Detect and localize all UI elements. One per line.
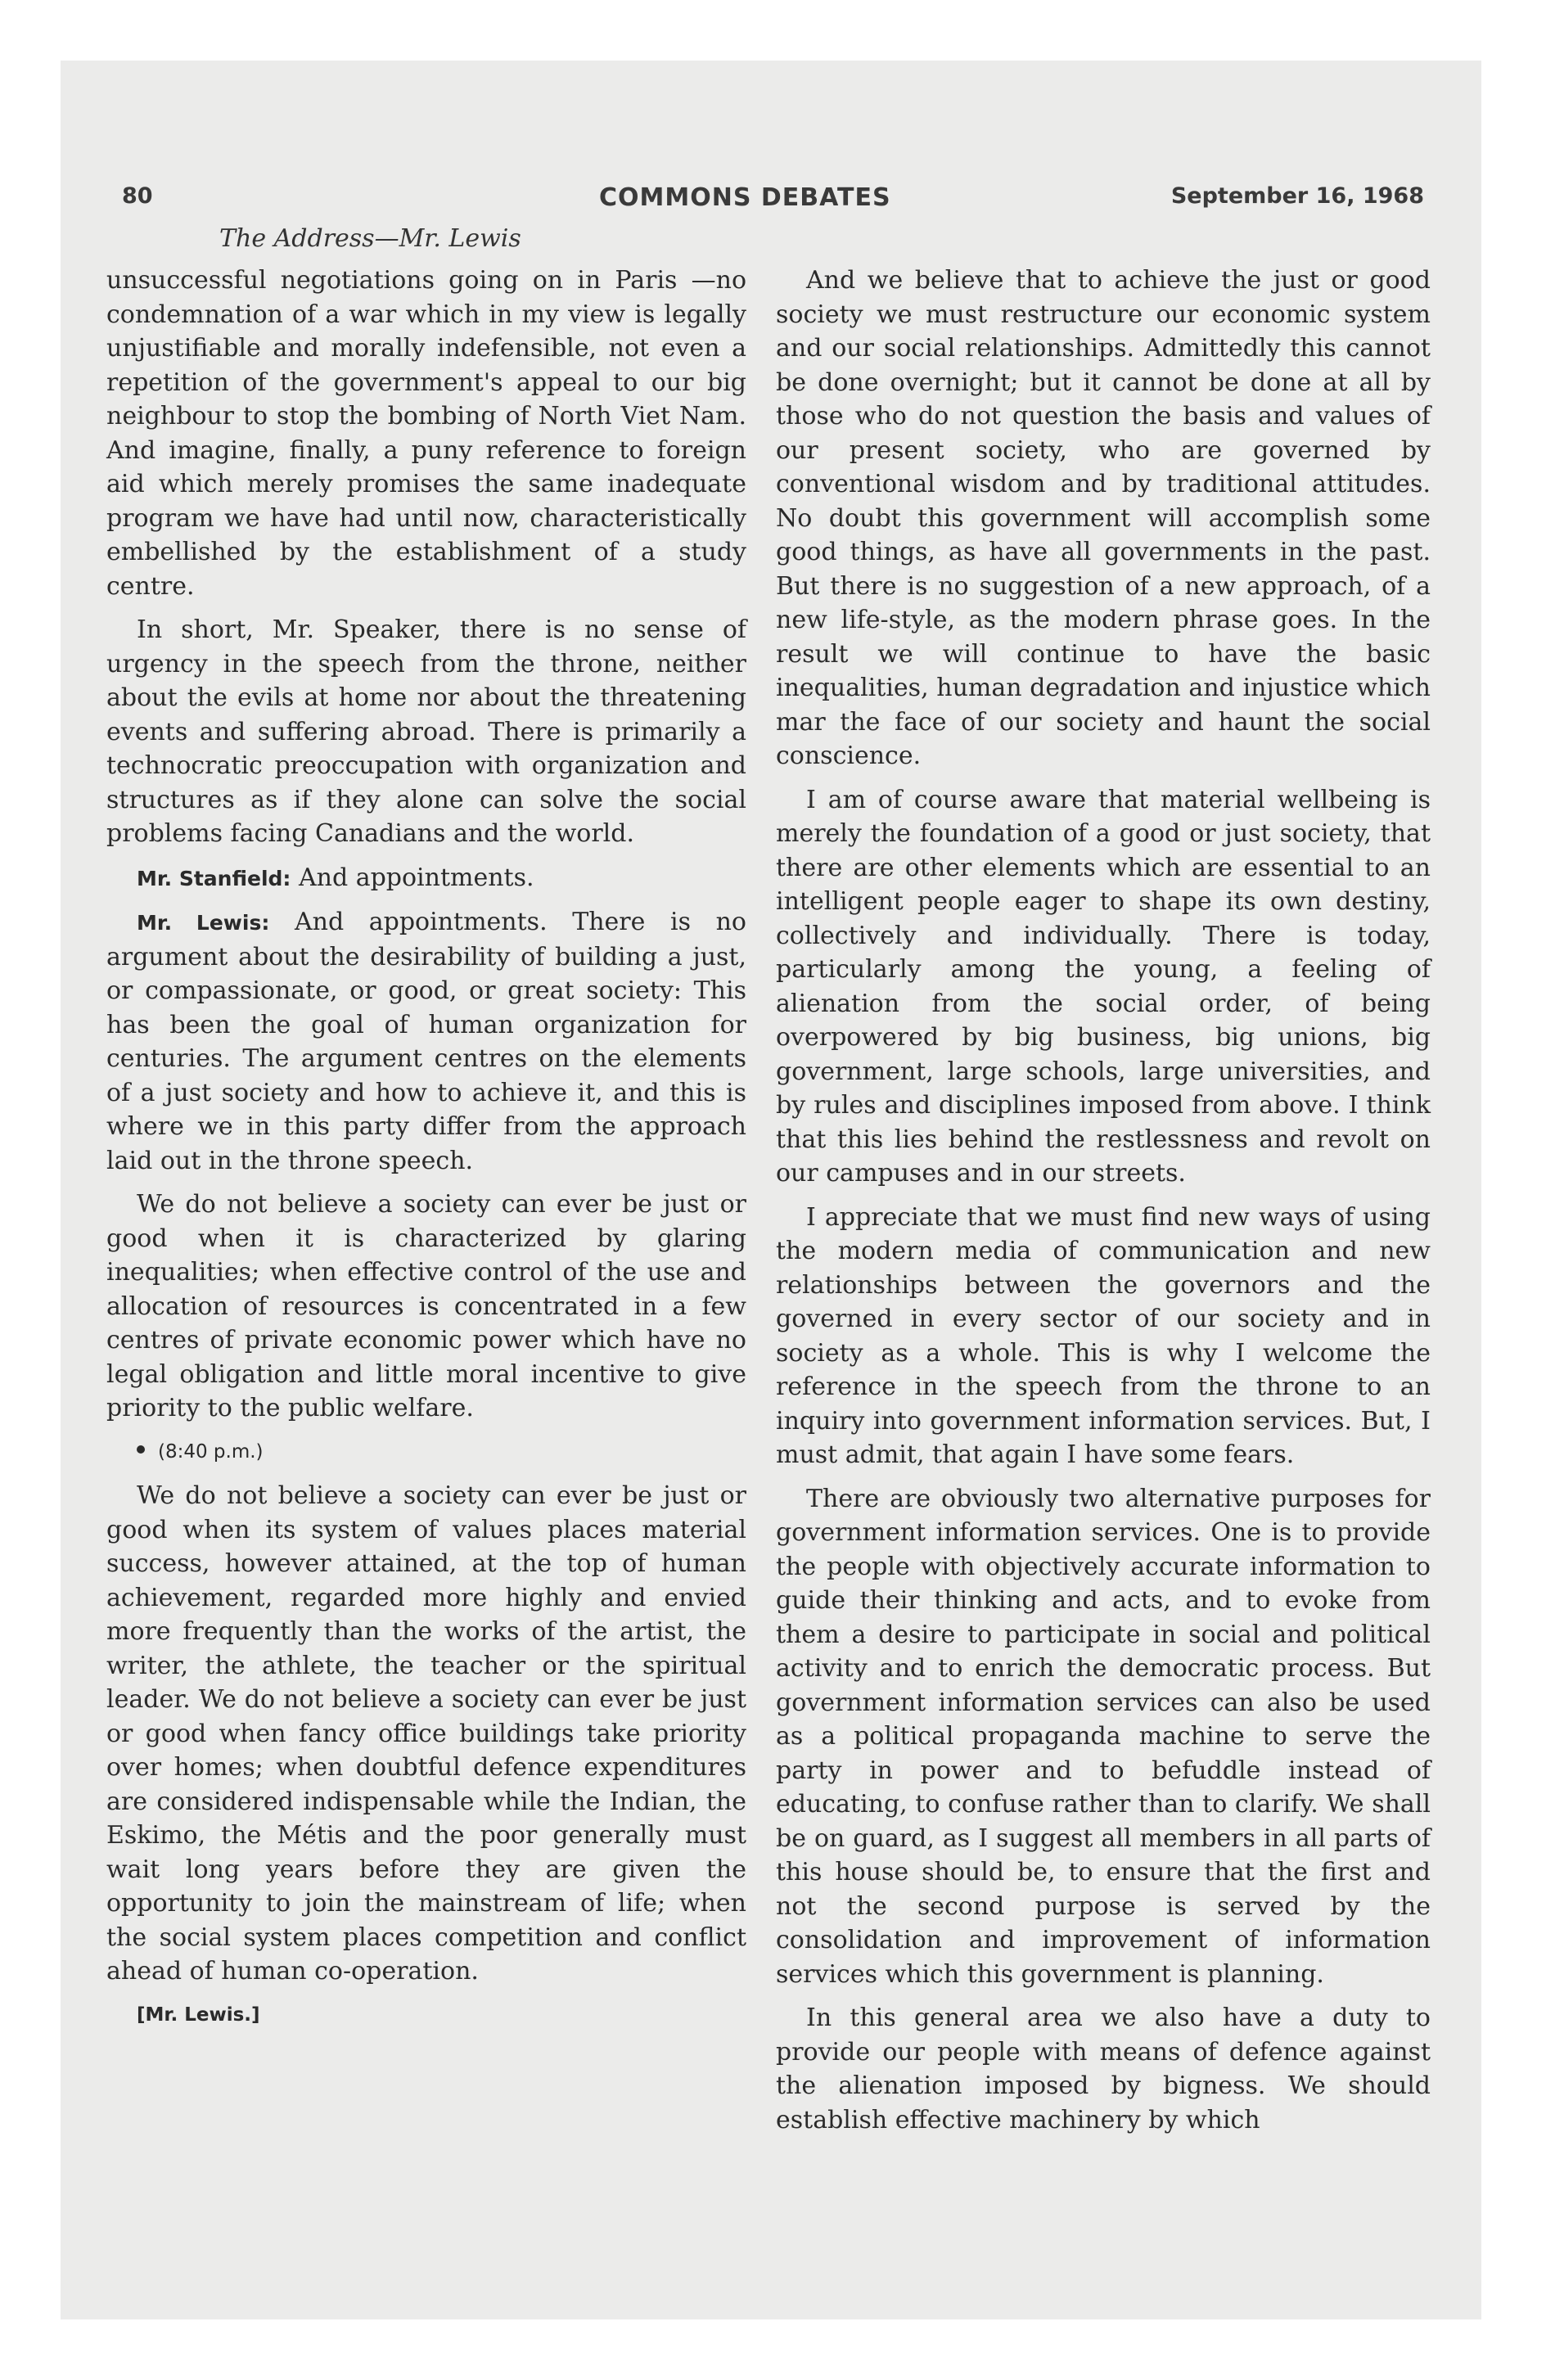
time-stamp-text: (8:40 p.m.): [158, 1440, 264, 1463]
page-number: 80: [122, 183, 153, 209]
right-column: [776, 264, 1431, 2147]
paragraph: We do not believe a society can ever be just or good when it is characterized by glaring inequalities; when effective control of the use and allocation of resources is concentrated in a few centres of private economic power which have no legal obligation and little moral incentive to give priority to the public welfare.: [106, 1190, 746, 1422]
speaker-text: And appointments.: [298, 863, 534, 892]
paragraph: I appreciate that we must find new ways of using the modern media of communication and new relationships between the governors and the governed in every sector of our society and in society as a whole. This is why I welcome the reference in the speech from the throne to an inquiry into government information services. But, I must admit, that again I have some fears.: [776, 1202, 1431, 1469]
time-stamp: [106, 1436, 746, 1470]
speaker-name: Mr. Stanfield:: [137, 866, 291, 890]
speaker-lewis: [106, 905, 746, 1178]
paragraph: And we believe that to achieve the just or good society we must restructure our economic system and our social relationships. Admittedly this cannot be done overnight; but it cannot be done at all by those who do not question the basis and values of our present society, who are governed by conventional wisdom and by traditional attitudes. No doubt this government will accomplish some good things, as have all governments in the past. But there is no suggestion of a new approach, of a new life-style, as the modern phrase goes. In the result we will continue to have the basic inequalities, human degradation and injustice which mar the face of our society and haunt the social conscience.: [776, 266, 1431, 770]
paragraph: We do not believe a society can ever be just or good when its system of values places material success, however attained, at the top of human achievement, regarded more highly and envied more frequently than the works of the artist, the writer, the athlete, the teacher or the spiritual leader. We do not believe a society can ever be just or good when fancy office buildings take priority over homes; when doubtful defence expenditures are considered indispensable while the Indian, the Eskimo, the Métis and the poor generally must wait long years before they are given the opportunity to join the mainstream of life; when the social system places competition and conflict ahead of human co-operation.: [106, 1481, 746, 1986]
paragraph: I am of course aware that material wellbeing is merely the foundation of a good or just society, that there are other elements which are essential to an intelligent people eager to shape its own destiny, collectively and individually. There is today, particularly among the young, a feeling of alienation from the social order, of being overpowered by big business, big unions, big government, large schools, large universities, and by rules and disciplines imposed from above. I think that this lies behind the restlessness and revolt on our campuses and in our streets.: [776, 785, 1431, 1188]
left-column: [106, 264, 746, 2042]
publication-title: COMMONS DEBATES: [599, 183, 891, 212]
speaker-name: Mr. Lewis:: [137, 911, 270, 935]
publication-date: September 16, 1968: [1170, 183, 1424, 209]
running-head: The Address—Mr. Lewis: [219, 224, 521, 253]
speaker-stanfield: [106, 861, 746, 896]
speaker-text: And appointments. There is no argument about the desirability of building a just, or compassionate, or good, or great society: This has been the goal of human organization for centuries. The argument centres on the elements of a just society and how to achieve it, and this is where we in this party differ from the approach laid out in the throne speech.: [106, 908, 746, 1175]
paragraph: In this general area we also have a duty to provide our people with means of defence against the alienation imposed by bigness. We should establish effective machinery by which: [776, 2004, 1431, 2134]
page-header: [122, 183, 1436, 219]
paragraph: In short, Mr. Speaker, there is no sense of urgency in the speech from the throne, neither about the evils at home nor about the threatening events and suffering abroad. There is primarily a technocratic preoccupation with organization and structures as if they alone can solve the social problems facing Canadians and the world.: [106, 615, 746, 848]
attribution: [Mr. Lewis.]: [137, 2004, 260, 2026]
paragraph: unsuccessful negotiations going on in Paris —no condemnation of a war which in my view is legally unjustifiable and morally indefensible, not even a repetition of the government's appeal to our big neighbour to stop the bombing of North Viet Nam. And imagine, finally, a puny reference to foreign aid which merely promises the same inadequate program we have had until now, characteristically embellished by the establishment of a study centre.: [106, 266, 746, 601]
bullet-icon: [137, 1445, 145, 1454]
paragraph: There are obviously two alternative purposes for government information services. One is to provide the people with objectively accurate information to guide their thinking and acts, and to evoke from them a desire to participate in social and political activity and to enrich the democratic process. But government information services can also be used as a political propaganda machine to serve the party in power and to befuddle instead of educating, to confuse rather than to clarify. We shall be on guard, as I suggest all members in all parts of this house should be, to ensure that the first and not the second purpose is served by the consolidation and improvement of information services which this government is planning.: [776, 1484, 1431, 1989]
